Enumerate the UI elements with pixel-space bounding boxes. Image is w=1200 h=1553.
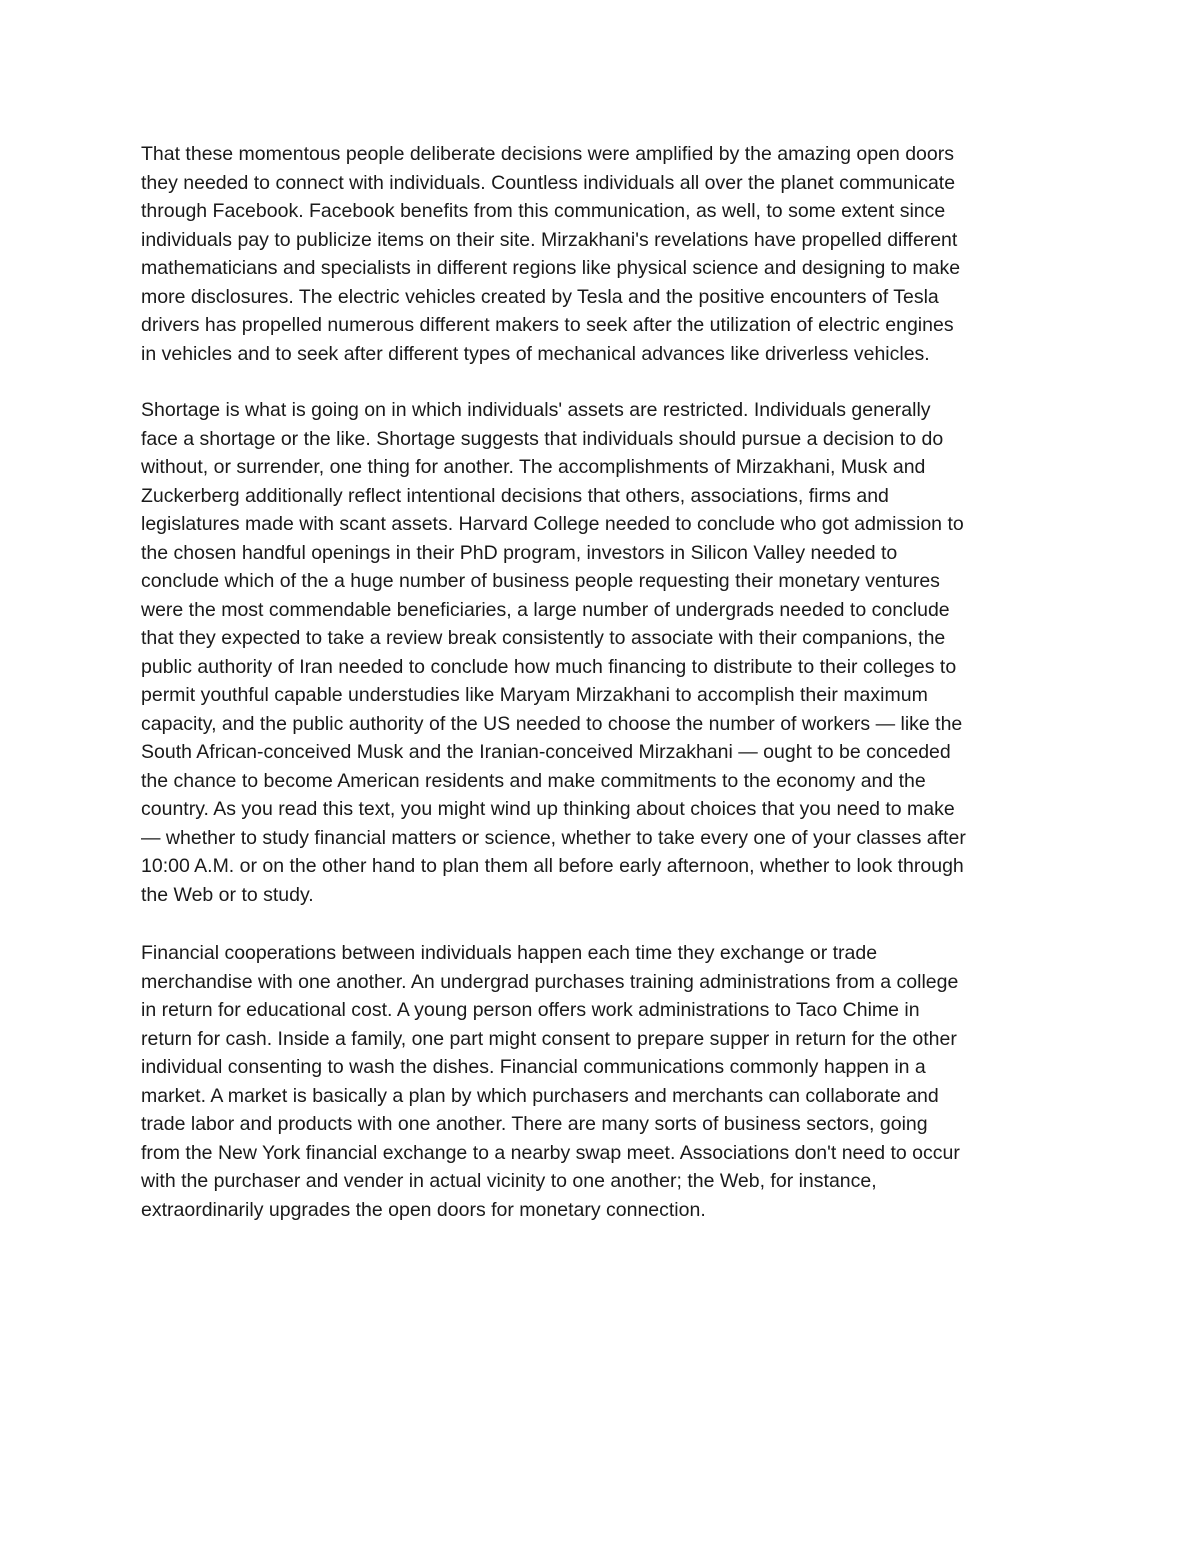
paragraph-line: the Web or to study. bbox=[141, 883, 314, 906]
paragraph-line: market. A market is basically a plan by which purchasers and merchants can collaborate and bbox=[141, 1084, 939, 1107]
paragraph-line: that they expected to take a review break consistently to associate with their companions, the bbox=[141, 627, 946, 649]
paragraph-line: trade labor and products with one another. There are many sorts of business sectors, going bbox=[141, 1113, 928, 1135]
paragraph-line: country. As you read this text, you might wind up thinking about choices that you need to make bbox=[141, 798, 955, 820]
paragraph-line: merchandise with one another. An undergrad purchases training administrations from a college bbox=[141, 970, 959, 993]
paragraph-line: the chance to become American residents and make commitments to the economy and the bbox=[141, 769, 926, 792]
paragraph-line: without, or surrender, one thing for another. The accomplishments of Mirzakhani, Musk and bbox=[141, 456, 926, 478]
paragraph-line: extraordinarily upgrades the open doors for monetary connection. bbox=[141, 1198, 706, 1221]
paragraph-line: Financial cooperations between individuals happen each time they exchange or trade bbox=[141, 942, 878, 964]
paragraph-line: Shortage is what is going on in which individuals' assets are restricted. Individuals generally bbox=[141, 399, 931, 421]
paragraph-line: individuals pay to publicize items on their site. Mirzakhani's revelations have propelled different bbox=[141, 228, 958, 251]
paragraph-line: legislatures made with scant assets. Harvard College needed to conclude who got admission to bbox=[141, 513, 964, 535]
paragraph-line: from the New York financial exchange to a nearby swap meet. Associations don't need to occur bbox=[141, 1141, 960, 1164]
paragraph-line: capacity, and the public authority of the US needed to choose the number of workers — like the bbox=[141, 712, 963, 735]
paragraph-line: drivers has propelled numerous different makers to seek after the utilization of electric engines bbox=[141, 314, 954, 336]
paragraph-line: That these momentous people deliberate decisions were amplified by the amazing open doors bbox=[141, 143, 954, 165]
paragraph-line: return for cash. Inside a family, one part might consent to prepare supper in return for the other bbox=[141, 1027, 957, 1050]
paragraph-3 bbox=[141, 939, 1071, 1224]
paragraph-line: public authority of Iran needed to conclude how much financing to distribute to their colleges to bbox=[141, 655, 957, 678]
paragraph-line: South African-conceived Musk and the Iranian-conceived Mirzakhani — ought to be conceded bbox=[141, 741, 951, 763]
paragraph-line: mathematicians and specialists in different regions like physical science and designing to make bbox=[141, 257, 961, 279]
paragraph-line: Zuckerberg additionally reflect intentional decisions that others, associations, firms and bbox=[141, 484, 889, 507]
paragraph-line: more disclosures. The electric vehicles created by Tesla and the positive encounters of Tesla bbox=[141, 285, 939, 308]
paragraph-line: were the most commendable beneficiaries, a large number of undergrads needed to conclude bbox=[141, 598, 950, 621]
paragraph-line: in vehicles and to seek after different types of mechanical advances like driverless vehicles. bbox=[141, 342, 930, 365]
paragraph-line: individual consenting to wash the dishes. Financial communications commonly happen in a bbox=[141, 1056, 926, 1078]
paragraph-line: through Facebook. Facebook benefits from this communication, as well, to some extent since bbox=[141, 200, 946, 222]
paragraph-line: the chosen handful openings in their PhD program, investors in Silicon Valley needed to bbox=[141, 541, 898, 564]
paragraph-line: conclude which of the a huge number of business people requesting their monetary ventures bbox=[141, 570, 940, 592]
paragraph-line: 10:00 A.M. or on the other hand to plan them all before early afternoon, whether to look through bbox=[141, 855, 964, 877]
paragraph-line: they needed to connect with individuals. Countless individuals all over the planet communicate bbox=[141, 171, 956, 194]
paragraph-line: with the purchaser and vender in actual vicinity to one another; the Web, for instance, bbox=[141, 1170, 877, 1192]
paragraph-2 bbox=[141, 396, 1071, 909]
paragraph-line: in return for educational cost. A young person offers work administrations to Taco Chime in bbox=[141, 999, 920, 1021]
paragraph-1 bbox=[141, 140, 1071, 368]
paragraph-line: face a shortage or the like. Shortage suggests that individuals should pursue a decision to do bbox=[141, 427, 944, 450]
paragraph-line: — whether to study financial matters or science, whether to take every one of your classes after bbox=[141, 826, 966, 849]
paragraph-line: permit youthful capable understudies like Maryam Mirzakhani to accomplish their maximum bbox=[141, 684, 928, 706]
